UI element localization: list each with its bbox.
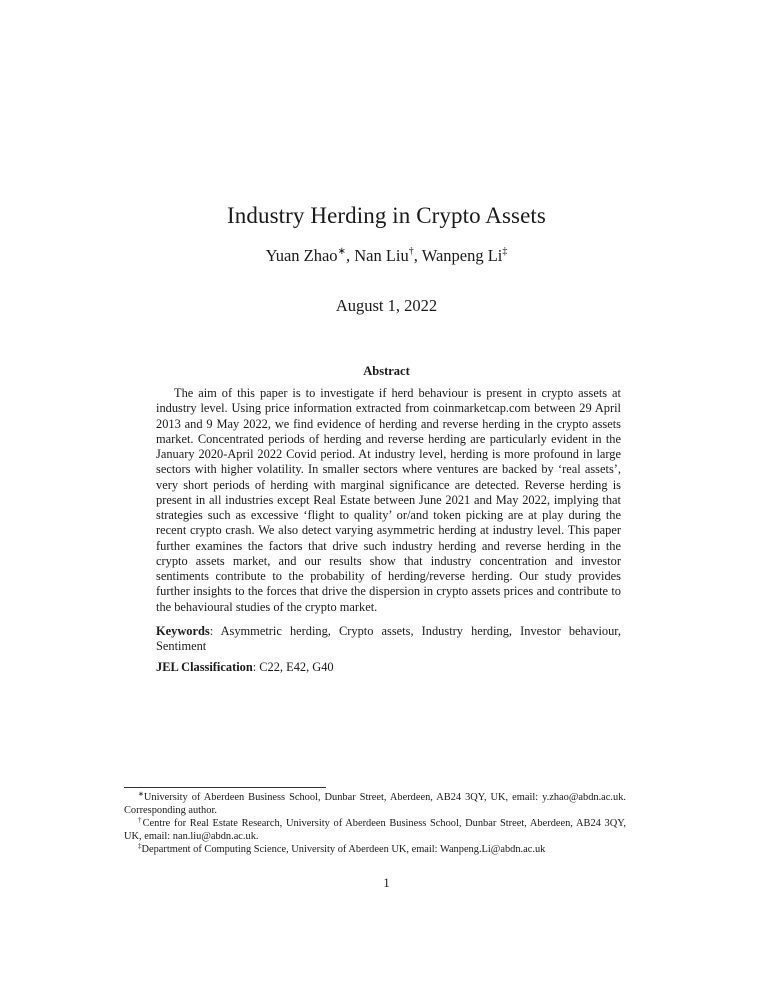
footnotes (124, 791, 626, 856)
keywords-line (156, 624, 621, 655)
jel-classification-line (156, 660, 621, 675)
footnote-text: University of Aberdeen Business School, Dunbar Street, Aberdeen, AB24 3QY, UK, email: y.zhao@abdn.ac.uk. Corresponding author. (124, 792, 626, 816)
abstract-text: The aim of this paper is to investigate if herd behaviour is present in crypto assets at industry level. Using price information extracted from coinmarketcap.com between 29 April 2013 and 9 May 2022, we find evidence of herding and reverse herding in the crypto assets market. Concentrated periods of herding and reverse herding are particularly evident in the January 2020-April 2022 Covid period. At industry level, herding is more profound in large sectors with higher volatility. In smaller sectors where ventures are backed by ‘real assets’, very short periods of herding with marginal significance are detected. Reverse herding is present in all industries except Real Estate between June 2021 and May 2022, implying that strategies such as excessive ‘flight to quality’ or/and token picking are at play during the recent crypto crash. We also detect varying asymmetric herding at industry level. This paper further examines the factors that drive such industry herding and reverse herding in the crypto assets market, and our results show that industry concentration and investor sentiments contribute to the probability of herding/reverse herding. Our study provides further insights to the forces that drive the dispersion in crypto assets prices and contribute to the behavioural studies of the crypto market. (156, 386, 621, 614)
footnote-item (124, 817, 626, 843)
footnote-item (124, 843, 626, 856)
author-footnote-mark[interactable]: ‡ (502, 246, 508, 257)
jel-label: JEL Classification (156, 660, 253, 674)
author-list (0, 246, 773, 266)
author-separator: , (413, 246, 418, 265)
footnote-mark: ∗ (138, 790, 144, 798)
author-separator: , (345, 246, 351, 265)
page-number: 1 (383, 876, 390, 890)
footnote-rule (124, 787, 326, 788)
abstract-heading: Abstract (363, 364, 410, 378)
author-footnote-mark[interactable]: ∗ (337, 246, 346, 257)
author-name: Wanpeng Li (421, 246, 503, 265)
author-footnote-mark[interactable]: † (408, 246, 414, 257)
footnote-text: Department of Computing Science, University of Aberdeen UK, email: Wanpeng.Li@abdn.ac.uk (141, 844, 546, 855)
author-name: Nan Liu (354, 246, 409, 265)
footnote-mark: † (138, 816, 143, 824)
keywords-label: Keywords (156, 624, 210, 638)
footnote-mark: ‡ (138, 842, 142, 850)
footnote-item (124, 791, 626, 817)
jel-codes: : C22, E42, G40 (252, 660, 334, 674)
footnote-text: Centre for Real Estate Research, University of Aberdeen Business School, Dunbar Street, Aberdeen, AB24 3QY, UK, email: nan.liu@abdn.ac.uk. (124, 818, 626, 842)
paper-date: August 1, 2022 (335, 296, 438, 315)
author-name: Yuan Zhao (265, 246, 338, 265)
keywords-text: : Asymmetric herding, Crypto assets, Industry herding, Investor behaviour, Sentiment (156, 624, 621, 654)
paper-title: Industry Herding in Crypto Assets (227, 203, 546, 228)
